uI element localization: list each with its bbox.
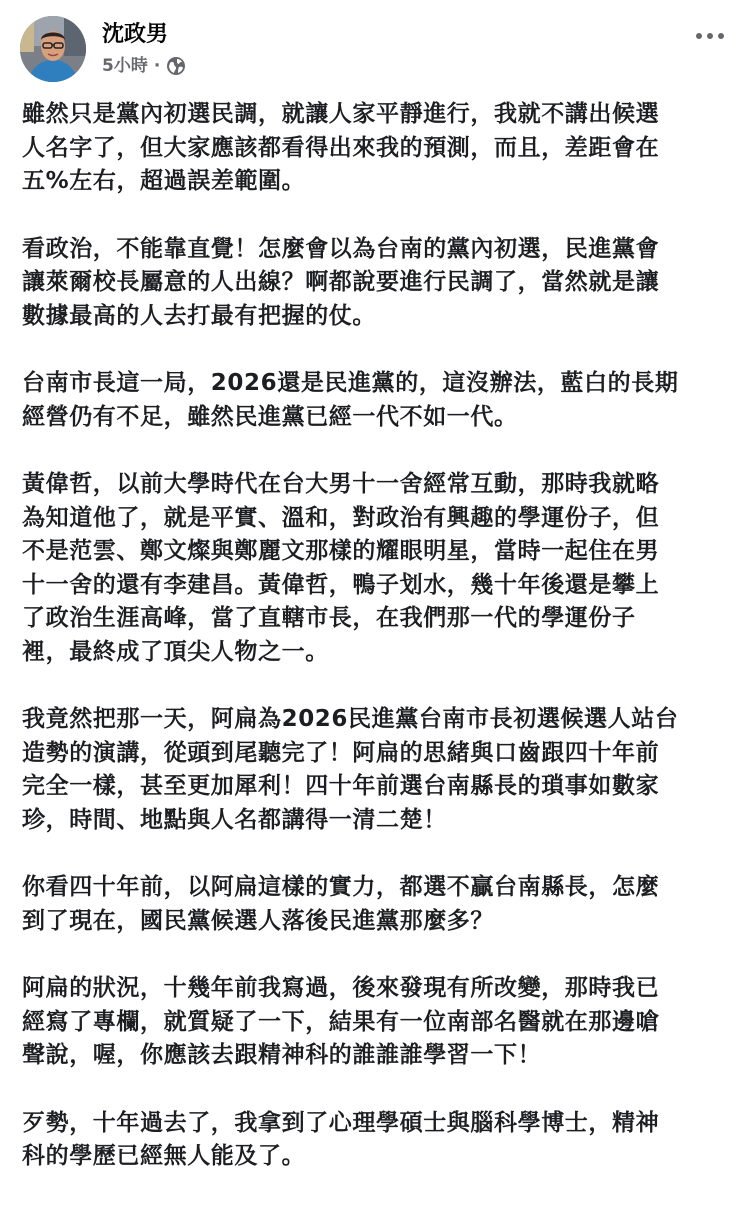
post-text-line: 讓萊爾校長屬意的人出線？啊都說要進行民調了，當然就是讓: [22, 269, 660, 295]
post-text-line: 裡，最終成了頂尖人物之一。: [22, 638, 329, 665]
post-text-line: 你看四十年前，以阿扁這樣的實力，都選不贏台南縣長，怎麼: [22, 874, 660, 900]
post-text-line: 人名字了，但大家應該都看得出來我的預測，而且，差距會在: [22, 134, 660, 161]
post-meta: [102, 54, 186, 78]
post-text-line: 五%左右，超過誤差範圍。: [22, 168, 306, 194]
avatar-photo: [20, 16, 86, 82]
post-body: [22, 98, 734, 1208]
post-text-line: 數據最高的人去打最有把握的仗。: [22, 302, 376, 329]
globe-icon[interactable]: [166, 56, 186, 76]
post-text-line: 我竟然把那一天，阿扁為2026民進黨台南市長初選候選人站台: [22, 706, 679, 732]
post-text-line: 了政治生涯高峰，當了直轄市長，在我們那一代的學運份子: [22, 605, 636, 631]
post-text-line: 為知道他了，就是平實、溫和，對政治有興趣的學運份子，但: [22, 504, 660, 531]
post-text-line: 經寫了專欄，就質疑了一下，結果有一位南部名醫就在那邊嗆: [22, 1008, 660, 1035]
post-timestamp[interactable]: 5小時: [102, 56, 148, 76]
author-avatar[interactable]: [20, 16, 86, 82]
more-options-button[interactable]: [692, 24, 728, 48]
post-header: [18, 14, 732, 86]
post-paragraph: [22, 233, 734, 334]
meta-separator: ·: [153, 56, 161, 76]
post-paragraph: [22, 703, 734, 837]
post-text-line: 珍，時間、地點與人名都講得一清二楚！: [22, 806, 447, 833]
post-paragraph: [22, 468, 734, 669]
author-name[interactable]: 沈政男: [102, 22, 169, 47]
post-text-line: 完全一樣，甚至更加犀利！四十年前選台南縣長的瑣事如數家: [22, 773, 660, 799]
post-text-line: 經營仍有不足，雖然民進黨已經一代不如一代。: [22, 403, 518, 430]
post-text-line: 到了現在，國民黨候選人落後民進黨那麼多？: [22, 907, 494, 934]
post-paragraph: [22, 1107, 734, 1174]
post-text-line: 看政治，不能靠直覺！怎麼會以為台南的黨內初選，民進黨會: [22, 235, 660, 262]
post-text-line: 造勢的演講，從頭到尾聽完了！阿扁的思緒與口齒跟四十年前: [22, 739, 660, 766]
post-text-line: 十一舍的還有李建昌。黃偉哲，鴨子划水，幾十年後還是攀上: [22, 571, 660, 598]
post-text-line: 聲說，喔，你應該去跟精神科的誰誰誰學習一下！: [22, 1042, 542, 1068]
post-text-line: 阿扁的狀況，十幾年前我寫過，後來發現有所改變，那時我已: [22, 975, 660, 1001]
post-text-line: 雖然只是黨內初選民調，就讓人家平靜進行，我就不講出候選: [22, 101, 660, 127]
post-text-line: 歹勢，十年過去了，我拿到了心理學碩士與腦科學博士，精神: [22, 1109, 660, 1136]
post-paragraph: [22, 871, 734, 938]
post-text-line: 台南市長這一局，2026還是民進黨的，這沒辦法，藍白的長期: [22, 370, 679, 396]
post-paragraph: [22, 98, 734, 199]
more-horizontal-icon: [695, 32, 725, 40]
post-text-line: 科的學歷已經無人能及了。: [22, 1143, 306, 1169]
post-paragraph: [22, 972, 734, 1073]
post-text-line: 不是范雲、鄭文燦與鄭麗文那樣的耀眼明星，當時一起住在男: [22, 538, 660, 564]
post-paragraph: [22, 367, 734, 434]
post-text-line: 黃偉哲，以前大學時代在台大男十一舍經常互動，那時我就略: [22, 471, 660, 497]
